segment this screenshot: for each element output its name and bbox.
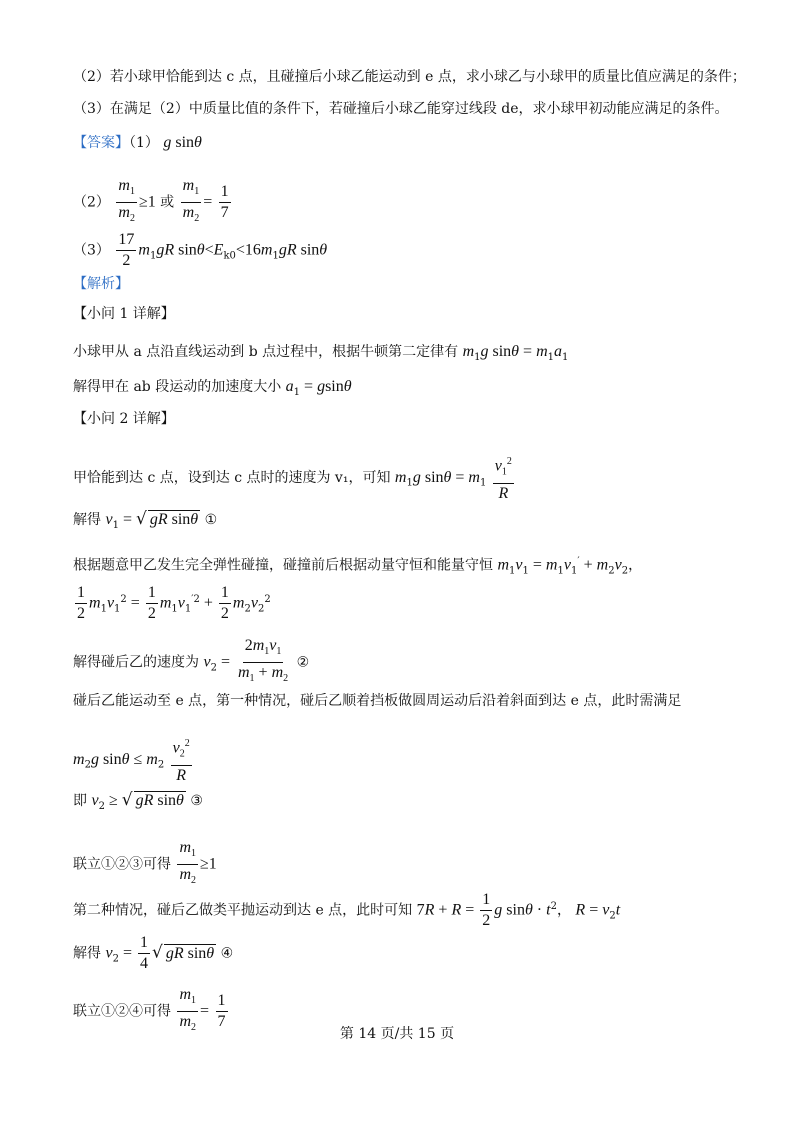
sub2-collision: 根据题意甲乙发生完全弹性碰撞，碰撞前后根据动量守恒和能量守恒 $m_1v_1 = m_1v_1' + m_2v_2$，	[73, 556, 643, 577]
answer-tag: 【答案】	[73, 135, 129, 151]
page-footer: 第 14 页/共 15 页	[339, 1026, 455, 1042]
sub1-line2: 解得甲在 ab 段运动的加速度大小 $a_1 = gsin\theta$	[73, 378, 352, 398]
question-2: （2）若小球甲恰能到达 c 点，且碰撞后小球乙能运动到 e 点，求小球乙与小球甲的质量比值应满足的条件；	[73, 69, 746, 85]
sub2-case2: 第二种情况，碰后乙做类平抛运动到达 e 点，此时可知 7R + R = $\frac{1}{2}$ g $\sin\theta \cdot t^2$， $R = v_2t$	[73, 891, 621, 929]
sub1-title: 【小问 1 详解】	[73, 306, 175, 322]
sub2-lianli2: 联立①②④可得 $\frac{m_1}{m_2}$ = $\frac{1}{7}$	[73, 986, 226, 1034]
sub1-line1: 小球甲从 a 点沿直线运动到 b 点过程中，根据牛顿第二定律有 $m_1g$ $\sin\theta = m_1a_1$	[73, 343, 569, 363]
sub2-line1: 甲恰能到达 c 点，设到达 c 点时的速度为 v₁，可知 $m_1g$ $\sin\theta = m_1$ $\frac{v_1^2}{R}$	[73, 452, 516, 504]
sub2-energy: $\frac{1}{2}$ $m_1v_1^2$ = $\frac{1}{2}$ $m_1v_1^{'2}$ + $\frac{1}{2}$ $m_2v_2^2$	[77, 584, 271, 622]
sub2-solve3: 解得 $v_2$ = $\frac{1}{4}$ √ gR sinθ ④	[73, 934, 234, 972]
question-3: （3）在满足（2）中质量比值的条件下，若碰撞后小球乙能穿过线段 de，求小球甲初动能应满足的条件。	[73, 101, 729, 117]
sub2-solve2: 解得碰后乙的速度为 $v_2$ = $\frac{2m_1v_1}{m_1 + m_2}$ ②	[73, 637, 310, 685]
sub2-title: 【小问 2 详解】	[73, 411, 175, 427]
sub2-lianli1: 联立①②③可得 $\frac{m_1}{m_2}$ ≥1	[73, 839, 217, 887]
sub2-ji: 即 $v_2$ ≥ √ gR sinθ ③	[73, 790, 203, 812]
sub2-case1: 碰后乙能运动至 e 点，第一种情况，碰后乙顺着挡板做圆周运动后沿着斜面到达 e 点，此时需满足	[73, 693, 682, 709]
sub2-case1-ineq: $m_2g$ $\sin\theta \le m_2$ $\frac{v_2^2}{R}$	[73, 734, 194, 786]
analysis-tag: 【解析】	[73, 276, 129, 292]
answer-2: （2） $\frac{m_1}{m_2}$ ≥1 或 $\frac{m_1}{m_2}$ = $\frac{1}{7}$	[73, 177, 229, 225]
answer-1: 【答案】（1） g sinθ	[73, 134, 202, 151]
sub2-solve1: 解得 $v_1$ = √ gR sinθ ①	[73, 509, 218, 531]
answer-3: （3） $\frac{17}{2}$ $m_1gR$ $\sin\theta<E_{k0}<16m_1gR$ sinθ	[73, 231, 328, 269]
